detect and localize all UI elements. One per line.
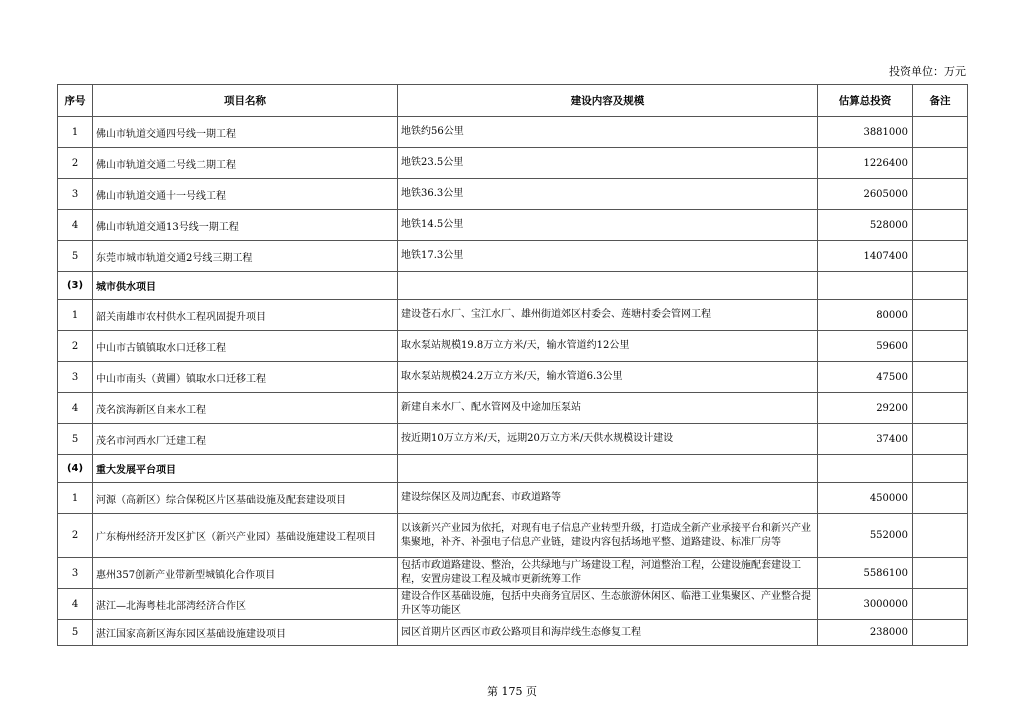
row-note	[913, 241, 968, 272]
row-index: 1	[58, 117, 93, 148]
row-investment: 59600	[818, 331, 913, 362]
row-content	[398, 272, 818, 300]
row-note	[913, 589, 968, 620]
row-note	[913, 393, 968, 424]
row-note	[913, 272, 968, 300]
table-row	[58, 558, 968, 589]
table-row	[58, 331, 968, 362]
row-content: 以该新兴产业园为依托，对现有电子信息产业转型升级，打造成全新产业承接平台和新兴产业集聚地，补齐、补强电子信息产业链，建设内容包括场地平整、道路建设、标准厂房等	[398, 514, 818, 558]
row-note	[913, 424, 968, 455]
table-row	[58, 210, 968, 241]
row-content: 地铁17.3公里	[398, 241, 818, 272]
row-note	[913, 558, 968, 589]
row-index: 5	[58, 424, 93, 455]
row-content: 按近期10万立方米/天，远期20万立方米/天供水规模设计建设	[398, 424, 818, 455]
page-number: 第 175 页	[487, 685, 537, 698]
row-index: (3)	[58, 272, 93, 300]
row-content: 建设合作区基础设施，包括中央商务宜居区、生态旅游休闲区、临港工业集聚区、产业整合提升区等功能区	[398, 589, 818, 620]
row-note	[913, 620, 968, 646]
row-note	[913, 179, 968, 210]
table-row	[58, 483, 968, 514]
table-row	[58, 117, 968, 148]
row-project-name: 韶关南雄市农村供水工程巩固提升项目	[93, 300, 398, 331]
row-project-name: 湛江—北海粤桂北部湾经济合作区	[93, 589, 398, 620]
row-investment: 3000000	[818, 589, 913, 620]
header-project-name: 项目名称	[93, 85, 398, 117]
row-project-name: 城市供水项目	[93, 272, 398, 300]
section-row	[58, 455, 968, 483]
row-content: 园区首期片区西区市政公路项目和海岸线生态修复工程	[398, 620, 818, 646]
table-row	[58, 148, 968, 179]
row-investment: 80000	[818, 300, 913, 331]
row-index: 2	[58, 148, 93, 179]
row-content: 包括市政道路建设、整治，公共绿地与广场建设工程，河道整治工程，公建设施配套建设工程，安置房建设工程及城市更新统筹工作	[398, 558, 818, 589]
row-investment: 37400	[818, 424, 913, 455]
row-project-name: 惠州357创新产业带新型城镇化合作项目	[93, 558, 398, 589]
row-investment: 552000	[818, 514, 913, 558]
row-investment	[818, 272, 913, 300]
row-note	[913, 362, 968, 393]
table-row	[58, 589, 968, 620]
row-index: 2	[58, 331, 93, 362]
row-project-name: 重大发展平台项目	[93, 455, 398, 483]
header-content: 建设内容及规模	[398, 85, 818, 117]
row-note	[913, 483, 968, 514]
row-investment: 29200	[818, 393, 913, 424]
table-header-row	[58, 85, 968, 117]
row-note	[913, 514, 968, 558]
row-project-name: 河源（高新区）综合保税区片区基础设施及配套建设项目	[93, 483, 398, 514]
row-investment: 450000	[818, 483, 913, 514]
row-index: 4	[58, 589, 93, 620]
row-note	[913, 117, 968, 148]
row-investment: 238000	[818, 620, 913, 646]
row-investment: 528000	[818, 210, 913, 241]
row-project-name: 湛江国家高新区海东园区基础设施建设项目	[93, 620, 398, 646]
row-note	[913, 210, 968, 241]
row-project-name: 佛山市轨道交通13号线一期工程	[93, 210, 398, 241]
row-project-name: 中山市古镇镇取水口迁移工程	[93, 331, 398, 362]
project-table	[57, 84, 968, 646]
row-project-name: 佛山市轨道交通四号线一期工程	[93, 117, 398, 148]
row-index: 3	[58, 362, 93, 393]
section-row	[58, 272, 968, 300]
table-row	[58, 300, 968, 331]
table-row	[58, 393, 968, 424]
row-content: 地铁36.3公里	[398, 179, 818, 210]
row-content: 取水泵站规模19.8万立方米/天，输水管道约12公里	[398, 331, 818, 362]
row-note	[913, 300, 968, 331]
row-note	[913, 455, 968, 483]
row-project-name: 佛山市轨道交通二号线二期工程	[93, 148, 398, 179]
table-row	[58, 179, 968, 210]
row-index: 1	[58, 483, 93, 514]
row-project-name: 茂名市河西水厂迁建工程	[93, 424, 398, 455]
row-investment: 5586100	[818, 558, 913, 589]
row-content: 地铁23.5公里	[398, 148, 818, 179]
row-content	[398, 455, 818, 483]
row-investment: 3881000	[818, 117, 913, 148]
row-project-name: 广东梅州经济开发区扩区（新兴产业园）基础设施建设工程项目	[93, 514, 398, 558]
table-row	[58, 241, 968, 272]
row-index: 4	[58, 393, 93, 424]
row-index: 5	[58, 620, 93, 646]
row-note	[913, 148, 968, 179]
row-index: 2	[58, 514, 93, 558]
table-row	[58, 362, 968, 393]
row-project-name: 中山市南头（黄圃）镇取水口迁移工程	[93, 362, 398, 393]
row-investment: 2605000	[818, 179, 913, 210]
row-index: 3	[58, 179, 93, 210]
row-content: 地铁14.5公里	[398, 210, 818, 241]
row-project-name: 茂名滨海新区自来水工程	[93, 393, 398, 424]
row-content: 新建自来水厂、配水管网及中途加压泵站	[398, 393, 818, 424]
row-project-name: 佛山市轨道交通十一号线工程	[93, 179, 398, 210]
table-row	[58, 424, 968, 455]
row-investment	[818, 455, 913, 483]
table-row	[58, 620, 968, 646]
row-content: 建设苍石水厂、宝江水厂、雄州街道郊区村委会、莲塘村委会管网工程	[398, 300, 818, 331]
row-index: 1	[58, 300, 93, 331]
row-content: 建设综保区及周边配套、市政道路等	[398, 483, 818, 514]
row-index: 5	[58, 241, 93, 272]
row-note	[913, 331, 968, 362]
table-row	[58, 514, 968, 558]
row-index: 4	[58, 210, 93, 241]
header-investment: 估算总投资	[818, 85, 913, 117]
header-note: 备注	[913, 85, 968, 117]
header-index: 序号	[58, 85, 93, 117]
row-index: 3	[58, 558, 93, 589]
row-content: 取水泵站规模24.2万立方米/天，输水管道6.3公里	[398, 362, 818, 393]
row-content: 地铁约56公里	[398, 117, 818, 148]
row-investment: 47500	[818, 362, 913, 393]
row-project-name: 东莞市城市轨道交通2号线三期工程	[93, 241, 398, 272]
row-index: (4)	[58, 455, 93, 483]
investment-unit-label: 投资单位：万元	[889, 65, 966, 78]
row-investment: 1226400	[818, 148, 913, 179]
row-investment: 1407400	[818, 241, 913, 272]
